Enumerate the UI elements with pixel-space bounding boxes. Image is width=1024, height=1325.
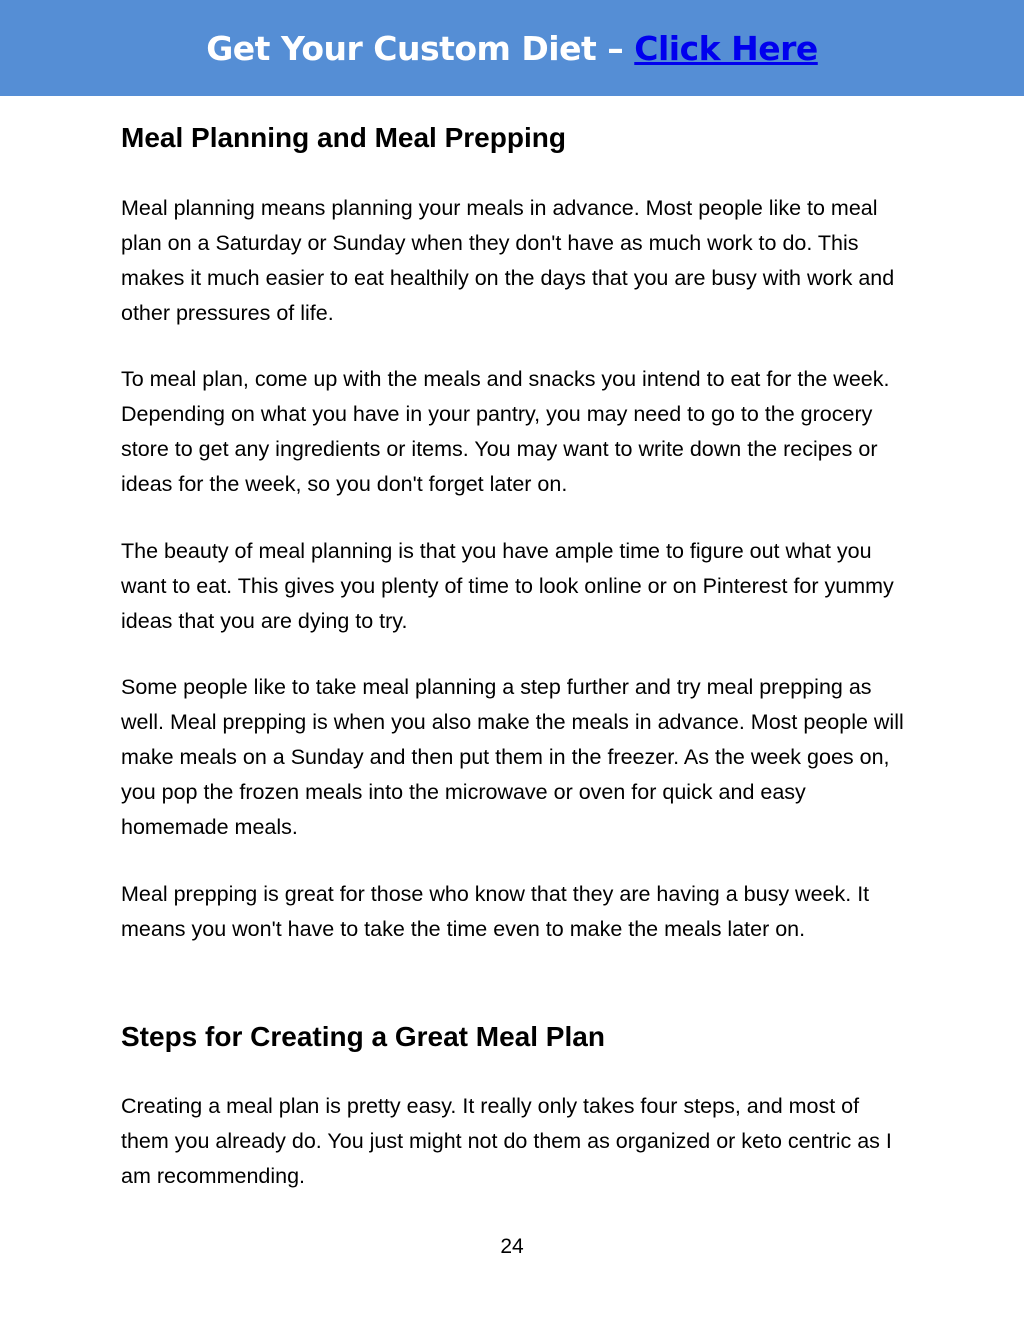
paragraph: Meal prepping is great for those who know that they are having a busy week. It means you won't have to take the time even to make the meals later on. [121, 882, 870, 941]
banner-text [206, 26, 818, 72]
click-here-link[interactable]: Click Here [634, 29, 818, 68]
page-number: 24 [500, 1235, 524, 1258]
paragraph: Meal planning means planning your meals in advance. Most people like to meal plan on a Saturday or Sunday when they don't have as much work to do. This makes it much easier to eat healthily on the days that you are busy with work and other pressures of life. [121, 196, 895, 325]
paragraph: Some people like to take meal planning a step further and try meal prepping as well. Meal prepping is when you also make the meals in advance. Most people will make meals on a Sunday and then put them in the freezer. As the week goes on, you pop the frozen meals into the microwave or oven for quick and easy homemade meals. [121, 675, 904, 839]
section-heading-steps: Steps for Creating a Great Meal Plan [121, 1021, 605, 1052]
section-heading-meal-planning: Meal Planning and Meal Prepping [121, 122, 566, 153]
promo-banner [0, 0, 1024, 96]
paragraph: Creating a meal plan is pretty easy. It really only takes four steps, and most of them you already do. You just might not do them as organized or keto centric as I am recommending. [121, 1094, 892, 1188]
paragraph: To meal plan, come up with the meals and snacks you intend to eat for the week. Depending on what you have in your pantry, you may need to go to the grocery store to get any ingredients or items. You may want to write down the recipes or ideas for the week, so you don't forget later on. [121, 367, 890, 496]
banner-prefix: Get Your Custom Diet – [206, 29, 635, 68]
paragraph: The beauty of meal planning is that you have ample time to figure out what you want to eat. This gives you plenty of time to look online or on Pinterest for yummy ideas that you are dying to try. [121, 539, 894, 633]
